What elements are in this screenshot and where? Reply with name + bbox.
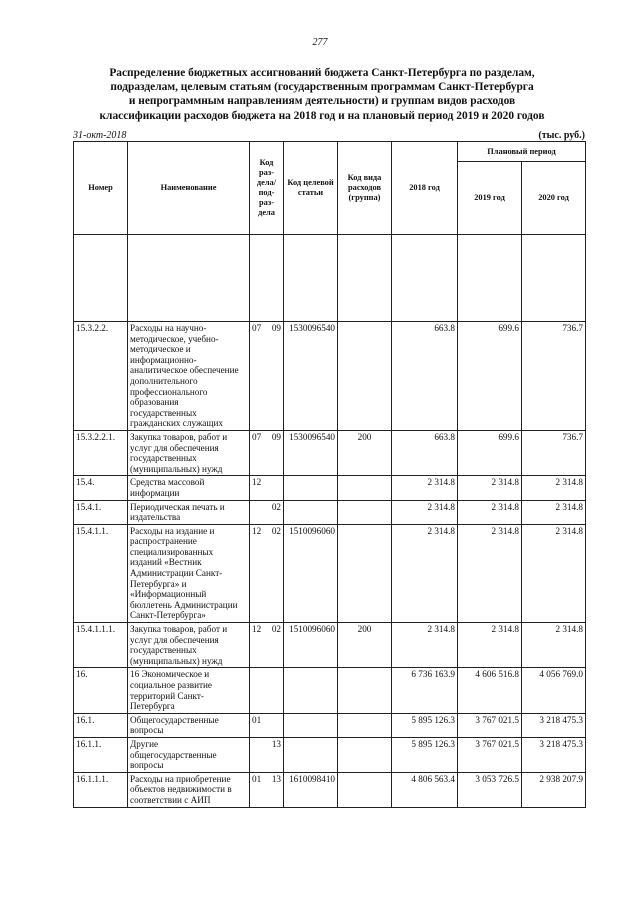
table-row [74,524,586,622]
row-value-2020: 2 314.8 [522,623,586,668]
row-target-code: 1610098410 [284,772,338,807]
row-target-code [284,476,338,500]
row-name: Закупка товаров, работ и услуг для обеспечения государственных (муниципальных) нужд [128,623,250,668]
document-date: 31-окт-2018 [73,130,127,141]
row-value-2018: 663.8 [392,430,458,475]
row-value-2019: 2 314.8 [458,476,522,500]
row-value-2018: 2 314.8 [392,623,458,668]
document-title [62,66,582,123]
row-number: 16.1.1. [74,737,128,772]
section-code: 12 [252,477,262,488]
table-row [74,322,586,431]
row-value-2020: 2 314.8 [522,476,586,500]
row-name: Периодическая печать и издательства [128,500,250,524]
row-target-code [284,737,338,772]
row-expense-kind [338,772,392,807]
row-target-code [284,500,338,524]
subsection-code: 09 [271,323,281,333]
header-2020: 2020 год [522,162,586,235]
table-row [74,476,586,500]
row-name: Средства массовой информации [128,476,250,500]
row-value-2020: 736.7 [522,430,586,475]
row-name: Другие общегосударственные вопросы [128,737,250,772]
table-row [74,737,586,772]
row-value-2019: 2 314.8 [458,524,522,622]
row-value-2018: 663.8 [392,322,458,431]
row-value-2020: 3 218 475.3 [522,737,586,772]
row-target-code: 1510096060 [284,524,338,622]
spacer-cell [392,235,458,322]
row-section-code [250,322,284,431]
section-code: 12 [252,624,262,635]
row-value-2018: 4 806 563.4 [392,772,458,807]
table-row [74,713,586,737]
row-expense-kind [338,713,392,737]
row-number: 16. [74,668,128,713]
row-section-code [250,476,284,500]
row-value-2019: 3 053 726.5 [458,772,522,807]
spacer-cell [284,235,338,322]
row-target-code [284,713,338,737]
row-section-code [250,713,284,737]
section-code: 07 [252,323,262,333]
row-number: 15.4. [74,476,128,500]
title-line: Распределение бюджетных ассигнований бюджета Санкт-Петербурга по разделам, [109,67,535,79]
row-target-code: 1530096540 [284,322,338,431]
row-expense-kind: 200 [338,623,392,668]
row-value-2018: 2 314.8 [392,524,458,622]
spacer-cell [522,235,586,322]
section-code: 01 [252,773,262,784]
subsection-code: 13 [271,773,281,784]
header-section-code: Код раз-дела/ под-раз-дела [250,142,284,235]
header-expense-kind: Код вида расходов (группа) [338,142,392,235]
row-expense-kind [338,737,392,772]
header-name: Наименование [128,142,250,235]
row-value-2019: 2 314.8 [458,500,522,524]
header-planned-period: Плановый период [458,142,586,162]
row-value-2020: 3 218 475.3 [522,713,586,737]
row-section-code [250,737,284,772]
row-target-code: 1530096540 [284,430,338,475]
row-value-2018: 5 895 126.3 [392,737,458,772]
title-line: и непрограммным направлениям деятельности) и группам видов расходов [128,95,516,108]
row-value-2020: 2 938 207.9 [522,772,586,807]
units-label: (тыс. руб.) [538,130,585,141]
row-value-2019: 699.6 [458,322,522,431]
row-value-2018: 2 314.8 [392,476,458,500]
table-body [74,235,586,808]
row-target-code: 1510096060 [284,623,338,668]
header-2019: 2019 год [458,162,522,235]
table-row [74,668,586,713]
table-row [74,500,586,524]
page-number: 277 [312,37,328,48]
spacer-cell [128,235,250,322]
row-expense-kind [338,668,392,713]
row-target-code [284,668,338,713]
subsection-code: 09 [271,431,281,442]
row-name: 16 Экономическое и социальное развитие территорий Санкт-Петербурга [128,668,250,713]
row-value-2018: 5 895 126.3 [392,713,458,737]
header-target-code: Код целевой статьи [284,142,338,235]
row-section-code [250,623,284,668]
header-row [74,142,586,162]
spacer-cell [250,235,284,322]
row-number: 15.4.1. [74,500,128,524]
row-value-2019: 699.6 [458,430,522,475]
row-number: 15.4.1.1.1. [74,623,128,668]
row-value-2019: 2 314.8 [458,623,522,668]
row-value-2019: 3 767 021.5 [458,737,522,772]
row-number: 15.3.2.2. [74,322,128,431]
row-value-2018: 6 736 163.9 [392,668,458,713]
row-number: 15.3.2.2.1. [74,430,128,475]
title-line: подразделам, целевым статьям (государственным программам Санкт-Петербурга [110,81,534,94]
row-name: Расходы на научно-методическое, учебно-методическое и информационно-аналитическое обеспечение дополнительного профессионального образования государственных гражданских служащих [128,322,250,431]
row-section-code [250,500,284,524]
table-row [74,623,586,668]
row-number: 15.4.1.1. [74,524,128,622]
row-value-2020: 2 314.8 [522,524,586,622]
spacer-cell [338,235,392,322]
row-expense-kind [338,476,392,500]
table-row [74,430,586,475]
row-value-2020: 4 056 769.0 [522,668,586,713]
row-value-2019: 3 767 021.5 [458,713,522,737]
subsection-code: 02 [271,501,281,512]
row-value-2020: 736.7 [522,322,586,431]
subsection-code: 13 [271,738,281,749]
row-value-2020: 2 314.8 [522,500,586,524]
row-expense-kind: 200 [338,430,392,475]
header-number: Номер [74,142,128,235]
section-code: 07 [252,431,262,442]
section-code: 01 [252,714,262,725]
subsection-code: 02 [271,525,281,536]
row-number: 16.1.1.1. [74,772,128,807]
row-value-2019: 4 606 516.8 [458,668,522,713]
row-section-code [250,524,284,622]
section-code: 12 [252,525,262,536]
row-expense-kind [338,322,392,431]
header-2018: 2018 год [392,142,458,235]
row-section-code [250,430,284,475]
spacer-row [74,235,586,322]
title-line: классификации расходов бюджета на 2018 год и на плановый период 2019 и 2020 годов [99,109,545,122]
table-row [74,772,586,807]
row-expense-kind [338,500,392,524]
subsection-code: 02 [271,624,281,635]
row-name: Закупка товаров, работ и услуг для обеспечения государственных (муниципальных) нужд [128,430,250,475]
row-section-code [250,772,284,807]
row-name: Расходы на издание и распространение специализированных изданий «Вестник Администрации Санкт-Петербурга» и «Информационный бюллетень Администрации Санкт-Петербурга» [128,524,250,622]
row-name: Общегосударственные вопросы [128,713,250,737]
row-number: 16.1. [74,713,128,737]
spacer-cell [74,235,128,322]
row-expense-kind [338,524,392,622]
row-value-2018: 2 314.8 [392,500,458,524]
spacer-cell [458,235,522,322]
row-section-code [250,668,284,713]
row-name: Расходы на приобретение объектов недвижимости в соответствии с АИП [128,772,250,807]
budget-table [73,141,586,808]
